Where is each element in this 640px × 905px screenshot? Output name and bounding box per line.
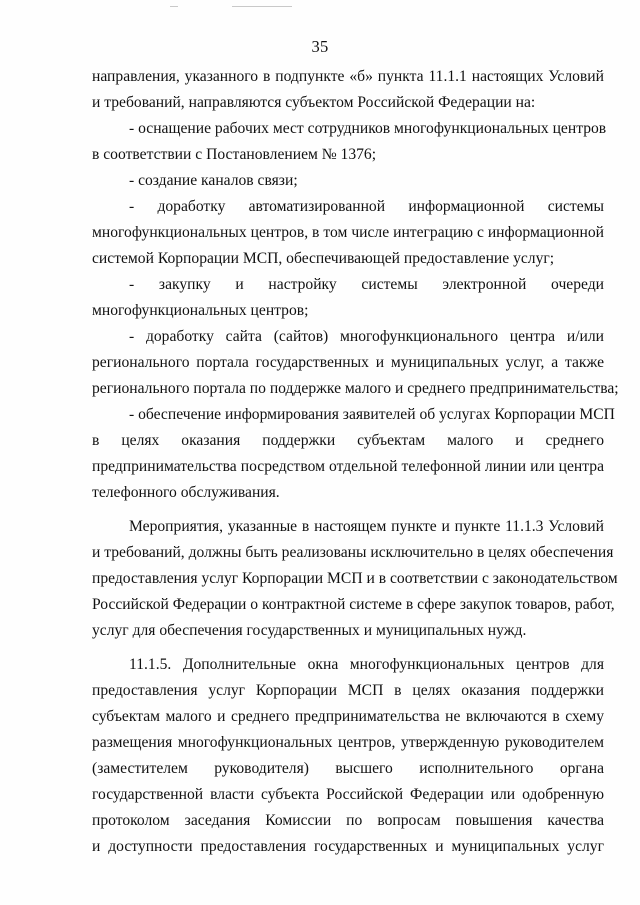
- paragraph-gap: [92, 506, 604, 514]
- text-line: государственной власти субъекта Российской Федерации или одобренную: [92, 786, 604, 803]
- text-line: многофункциональных центров, в том числе интеграцию с информационной: [92, 224, 604, 241]
- text-line: - обеспечение информирования заявителей об услугах Корпорации МСП: [129, 406, 615, 423]
- text-line: регионального портала по поддержке малого и среднего предпринимательства;: [92, 380, 619, 397]
- paragraph-gap: [92, 644, 604, 652]
- scan-artifact: [232, 6, 292, 7]
- text-line: субъектам малого и среднего предпринимательства не включаются в схему: [92, 708, 604, 725]
- text-line: системой Корпорации МСП, обеспечивающей предоставление услуг;: [92, 250, 555, 267]
- text-line: размещения многофункциональных центров, утвержденную руководителем: [92, 734, 604, 751]
- text-line: Российской Федерации о контрактной системе в сфере закупок товаров, работ,: [92, 596, 615, 613]
- text-line: услуг для обеспечения государственных и муниципальных нужд.: [92, 622, 527, 639]
- scan-artifact: [170, 6, 178, 7]
- document-body: [92, 64, 619, 860]
- text-line: регионального портала государственных и муниципальных услуг, а также: [92, 354, 604, 371]
- text-line: в целях оказания поддержки субъектам малого и среднего: [92, 432, 604, 449]
- text-line: - создание каналов связи;: [129, 172, 298, 189]
- text-line: и доступности предоставления государственных и муниципальных услуг: [92, 838, 604, 855]
- text-line: 11.1.5. Дополнительные окна многофункциональных центров для: [129, 656, 604, 673]
- page-number: 35: [311, 37, 329, 56]
- text-line: - доработку сайта (сайтов) многофункционального центра и/или: [129, 328, 604, 345]
- text-line: протоколом заседания Комиссии по вопросам повышения качества: [92, 812, 604, 829]
- text-line: предпринимательства посредством отдельной телефонной линии или центра: [92, 458, 604, 475]
- text-line: - доработку автоматизированной информационной системы: [129, 198, 604, 215]
- text-line: (заместителем руководителя) высшего исполнительного органа: [92, 760, 604, 777]
- text-line: в соответствии с Постановлением № 1376;: [92, 146, 377, 163]
- text-line: Мероприятия, указанные в настоящем пункте и пункте 11.1.3 Условий: [129, 518, 604, 535]
- text-line: многофункциональных центров;: [92, 302, 309, 319]
- text-line: - закупку и настройку системы электронной очереди: [129, 276, 604, 293]
- text-line: - оснащение рабочих мест сотрудников многофункциональных центров: [129, 120, 607, 137]
- text-line: предоставления услуг Корпорации МСП в целях оказания поддержки: [92, 682, 604, 699]
- text-line: телефонного обслуживания.: [92, 484, 280, 501]
- text-line: направления, указанного в подпункте «б» пункта 11.1.1 настоящих Условий: [92, 68, 604, 85]
- text-line: и требований, должны быть реализованы исключительно в целях обеспечения: [92, 544, 614, 561]
- text-line: и требований, направляются субъектом Российской Федерации на:: [92, 94, 536, 111]
- text-line: предоставления услуг Корпорации МСП и в соответствии с законодательством: [92, 570, 618, 587]
